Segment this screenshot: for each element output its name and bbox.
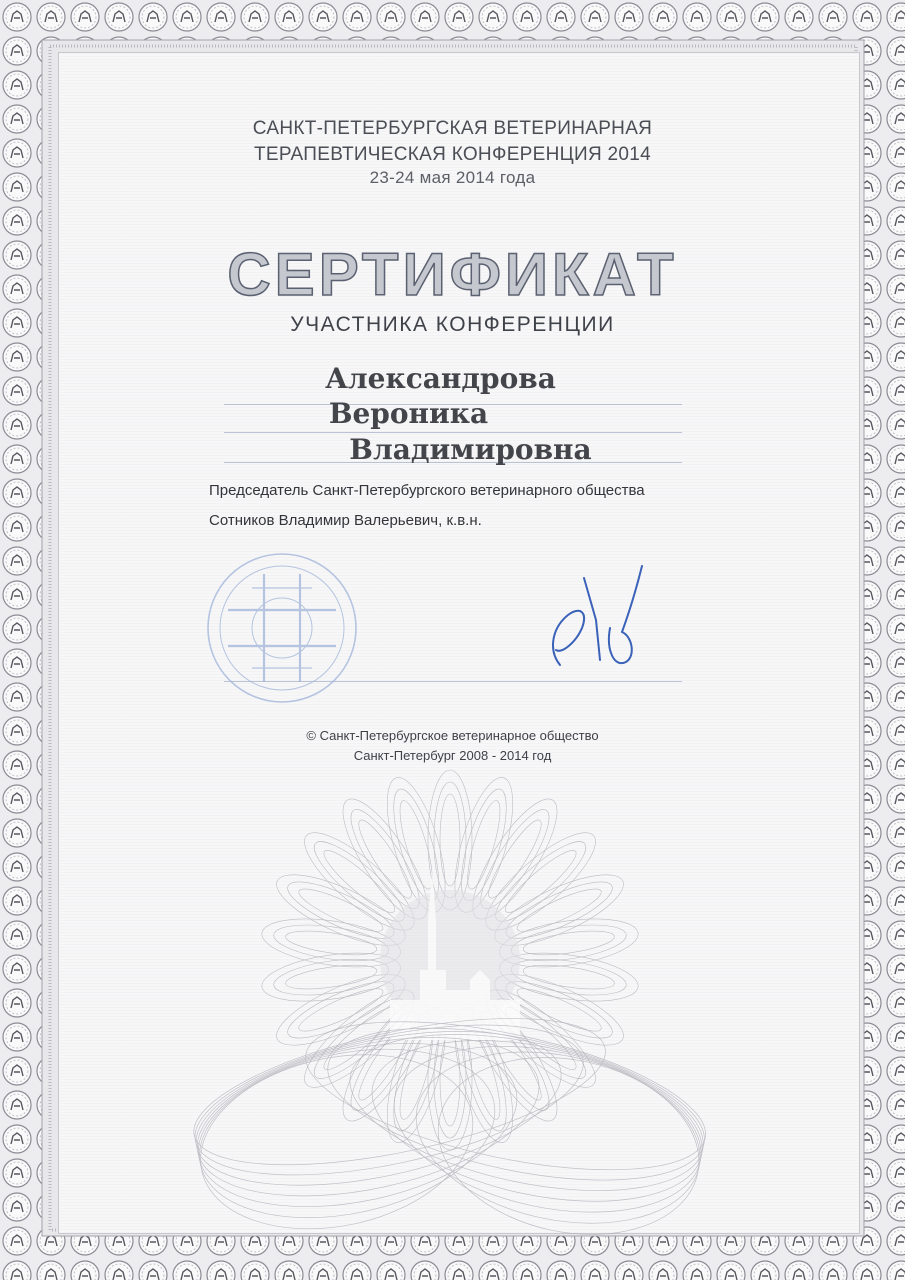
participant-surname: Александрова [325, 362, 556, 395]
place-years-text: Санкт-Петербург 2008 - 2014 год [353, 748, 552, 763]
signatory-position: Председатель Санкт-Петербургского ветеринарного общества [209, 482, 645, 499]
participant-patronymic: Владимировна [349, 433, 592, 466]
conference-dates: 23-24 мая 2014 года [369, 168, 536, 187]
certificate-title: СЕРТИФИКАТ [227, 241, 678, 308]
copyright-text: © Санкт-Петербургское ветеринарное общество [306, 728, 599, 743]
conference-title-line-1: САНКТ-ПЕТЕРБУРГСКАЯ ВЕТЕРИНАРНАЯ [252, 118, 653, 139]
participant-first-name: Вероника [328, 397, 489, 430]
certificate-subtitle: УЧАСТНИКА КОНФЕРЕНЦИИ [290, 313, 615, 336]
signatory-name: Сотников Владимир Валерьевич, к.в.н. [209, 512, 482, 529]
conference-title-line-2: ТЕРАПЕВТИЧЕСКАЯ КОНФЕРЕНЦИЯ 2014 [253, 144, 652, 165]
